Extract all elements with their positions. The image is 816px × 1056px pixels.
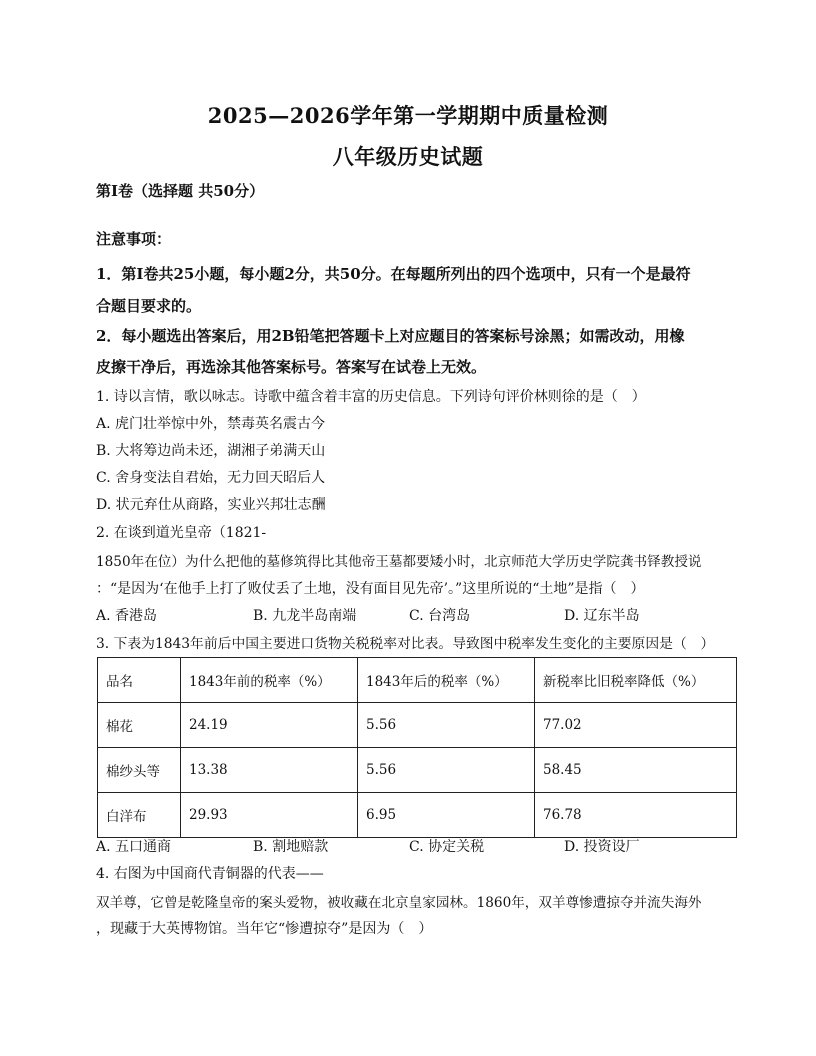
note-item-2-line-2: 皮擦干净后，再选涂其他答案标号。答案写在试卷上无效。 xyxy=(96,358,487,376)
q3-stem: 3. 下表为1843年前后中国主要进口货物关税税率对比表。导致图中税率发生变化的主要原因是（ ） xyxy=(96,636,715,652)
q2-stem-line-2: 1850年在位）为什么把他的墓修筑得比其他帝王墓都要矮小时，北京师范大学历史学院龚书铎教授说 xyxy=(96,554,702,570)
q2-option-d: D. 辽东半岛 xyxy=(564,608,640,624)
table-row xyxy=(98,793,737,838)
q4-stem-line-2: 双羊尊，它曾是乾隆皇帝的案头爱物，被收藏在北京皇家园林。1860年，双羊尊惨遭掠夺并流失海外 xyxy=(96,895,702,911)
table-cell: 76.78 xyxy=(535,793,737,838)
q1-stem: 1. 诗以言情，歌以咏志。诗歌中蕴含着丰富的历史信息。下列诗句评价林则徐的是（ ） xyxy=(96,389,646,405)
table-cell: 24.19 xyxy=(181,703,358,748)
q3-option-b: B. 割地赔款 xyxy=(253,839,329,855)
table-header-cell: 1843年后的税率（%） xyxy=(358,658,535,703)
table-cell: 13.38 xyxy=(181,748,358,793)
table-cell: 58.45 xyxy=(535,748,737,793)
q3-option-c: C. 协定关税 xyxy=(409,839,485,855)
table-header-cell: 新税率比旧税率降低（%） xyxy=(535,658,737,703)
q1-option-a: A. 虎门壮举惊中外，禁毒英名震古今 xyxy=(96,416,326,432)
table-cell: 棉花 xyxy=(98,703,181,748)
note-item-2-line-1: 2．每小题选出答案后，用2B铅笔把答题卡上对应题目的答案标号涂黑；如需改动，用橡 xyxy=(96,327,685,345)
q1-option-b: B. 大将筹边尚未还，湖湘子弟满天山 xyxy=(96,443,326,459)
table-header-row xyxy=(98,658,737,703)
table-header-cell: 品名 xyxy=(98,658,181,703)
section-title: 第Ⅰ卷（选择题 共50分） xyxy=(96,182,265,200)
q4-stem-line-3: ，现藏于大英博物馆。当年它“惨遭掠夺”是因为（ ） xyxy=(96,921,433,937)
table-row xyxy=(98,748,737,793)
tariff-table xyxy=(97,657,737,838)
table-cell: 白洋布 xyxy=(98,793,181,838)
q3-option-a: A. 五口通商 xyxy=(96,839,172,855)
note-item-1-line-1: 1．第Ⅰ卷共25小题，每小题2分，共50分。在每题所列出的四个选项中，只有一个是最符 xyxy=(96,265,691,283)
q2-stem-line-1: 2. 在谈到道光皇帝（1821- xyxy=(96,525,267,541)
q2-option-c: C. 台湾岛 xyxy=(409,608,471,624)
table-cell: 5.56 xyxy=(358,748,535,793)
q1-option-c: C. 舍身变法自君始，无力回天昭后人 xyxy=(96,470,326,486)
table-cell: 6.95 xyxy=(358,793,535,838)
notes-heading: 注意事项： xyxy=(96,230,172,248)
table-header-cell: 1843年前的税率（%） xyxy=(181,658,358,703)
table-row xyxy=(98,703,737,748)
q2-stem-line-3: ：“是因为‘在他手上打了败仗丢了土地，没有面目见先帝’。”这里所说的“土地”是指（ ） xyxy=(96,581,645,597)
table-cell: 29.93 xyxy=(181,793,358,838)
table-cell: 77.02 xyxy=(535,703,737,748)
q3-option-d: D. 投资设厂 xyxy=(564,839,640,855)
q2-option-b: B. 九龙半岛南端 xyxy=(253,608,357,624)
q1-option-d: D. 状元弃仕从商路，实业兴邦壮志酬 xyxy=(96,497,326,513)
exam-title: 2025—2026学年第一学期期中质量检测 xyxy=(207,103,609,128)
table-cell: 棉纱头等 xyxy=(98,748,181,793)
q4-stem-line-1: 4. 右图为中国商代青铜器的代表—— xyxy=(96,866,324,882)
exam-subtitle: 八年级历史试题 xyxy=(332,144,484,169)
table-cell: 5.56 xyxy=(358,703,535,748)
note-item-1-line-2: 合题目要求的。 xyxy=(96,297,202,315)
q2-option-a: A. 香港岛 xyxy=(96,608,158,624)
